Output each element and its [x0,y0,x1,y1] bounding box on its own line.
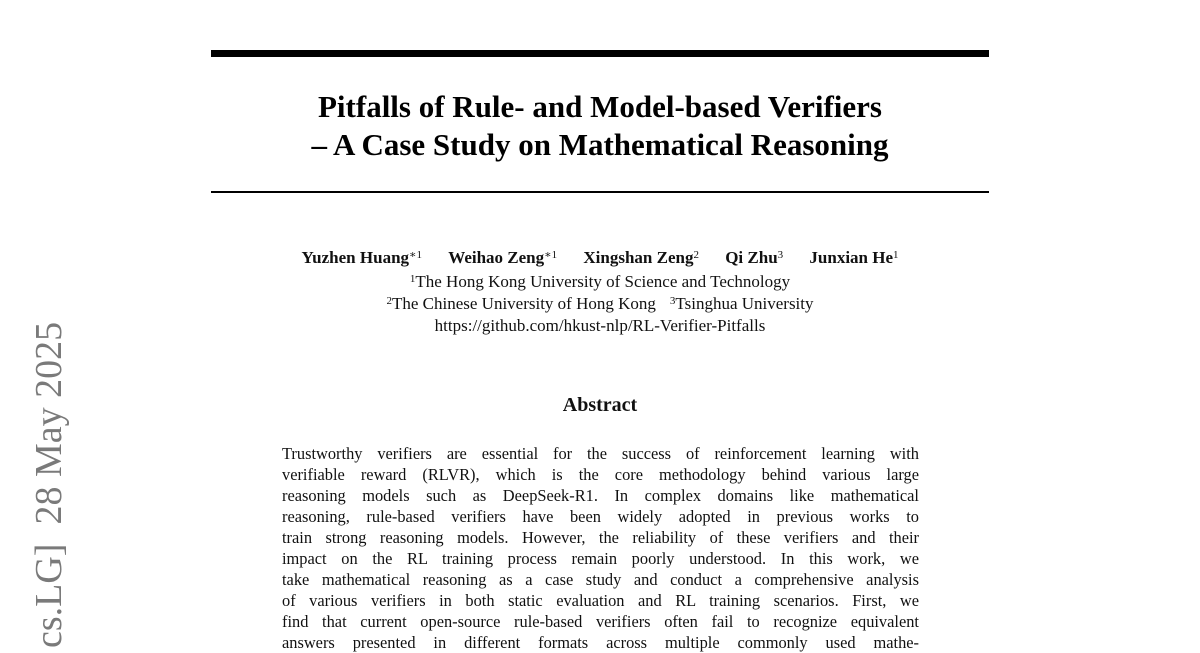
top-rule [211,50,989,57]
author-list [211,247,989,269]
abstract-line: Trustworthy verifiers are essential for the success of reinforcement learning with [282,444,919,463]
title-line-1: Pitfalls of Rule- and Model-based Verifiers [318,89,882,124]
abstract-line: find that current open-source rule-based verifiers often fail to recognize equivalent [282,612,919,631]
affiliation-1: $^1$The Hong Kong University of Science and Technology [409,272,791,291]
repo-link[interactable]: https://github.com/hkust-nlp/RL-Verifier-Pitfalls [434,316,766,335]
title-line-2: – A Case Study on Mathematical Reasoning [311,127,889,162]
affiliation-2-3: $^2$The Chinese University of Hong Kong $^3$Tsinghua University [386,294,814,313]
abstract-line: answers presented in different formats across multiple commonly used mathe- [282,633,919,652]
paper-title [211,88,989,164]
abstract-line: of various verifiers in both static evaluation and RL training scenarios. First, we [282,591,919,610]
abstract-body [282,443,919,653]
abstract-heading: Abstract [562,394,638,416]
author-4: Qi Zhu$^3$ [725,248,784,267]
title-rule [211,191,989,193]
arxiv-category: cs.LG] [28,543,70,648]
arxiv-stamp [26,322,72,648]
author-3: Xingshan Zeng$^2$ [583,248,699,267]
abstract-line: verifiable reward (RLVR), which is the core methodology behind various large [282,465,919,484]
abstract-line: train strong reasoning models. However, the reliability of these verifiers and their [282,528,919,547]
abstract-line: impact on the RL training process remain poorly understood. In this work, we [282,549,919,568]
author-5: Junxian He$^1$ [809,248,899,267]
abstract-line: take mathematical reasoning as a case study and conduct a comprehensive analysis [282,570,919,589]
abstract-line: reasoning, rule-based verifiers have been widely adopted in previous works to [282,507,919,526]
author-1: Yuzhen Huang$^{∗1}$ [301,248,423,267]
arxiv-date: 28 May 2025 [28,321,70,525]
author-2: Weihao Zeng$^{∗1}$ [448,248,558,267]
abstract-line: reasoning models such as DeepSeek-R1. In complex domains like mathematical [282,486,919,505]
